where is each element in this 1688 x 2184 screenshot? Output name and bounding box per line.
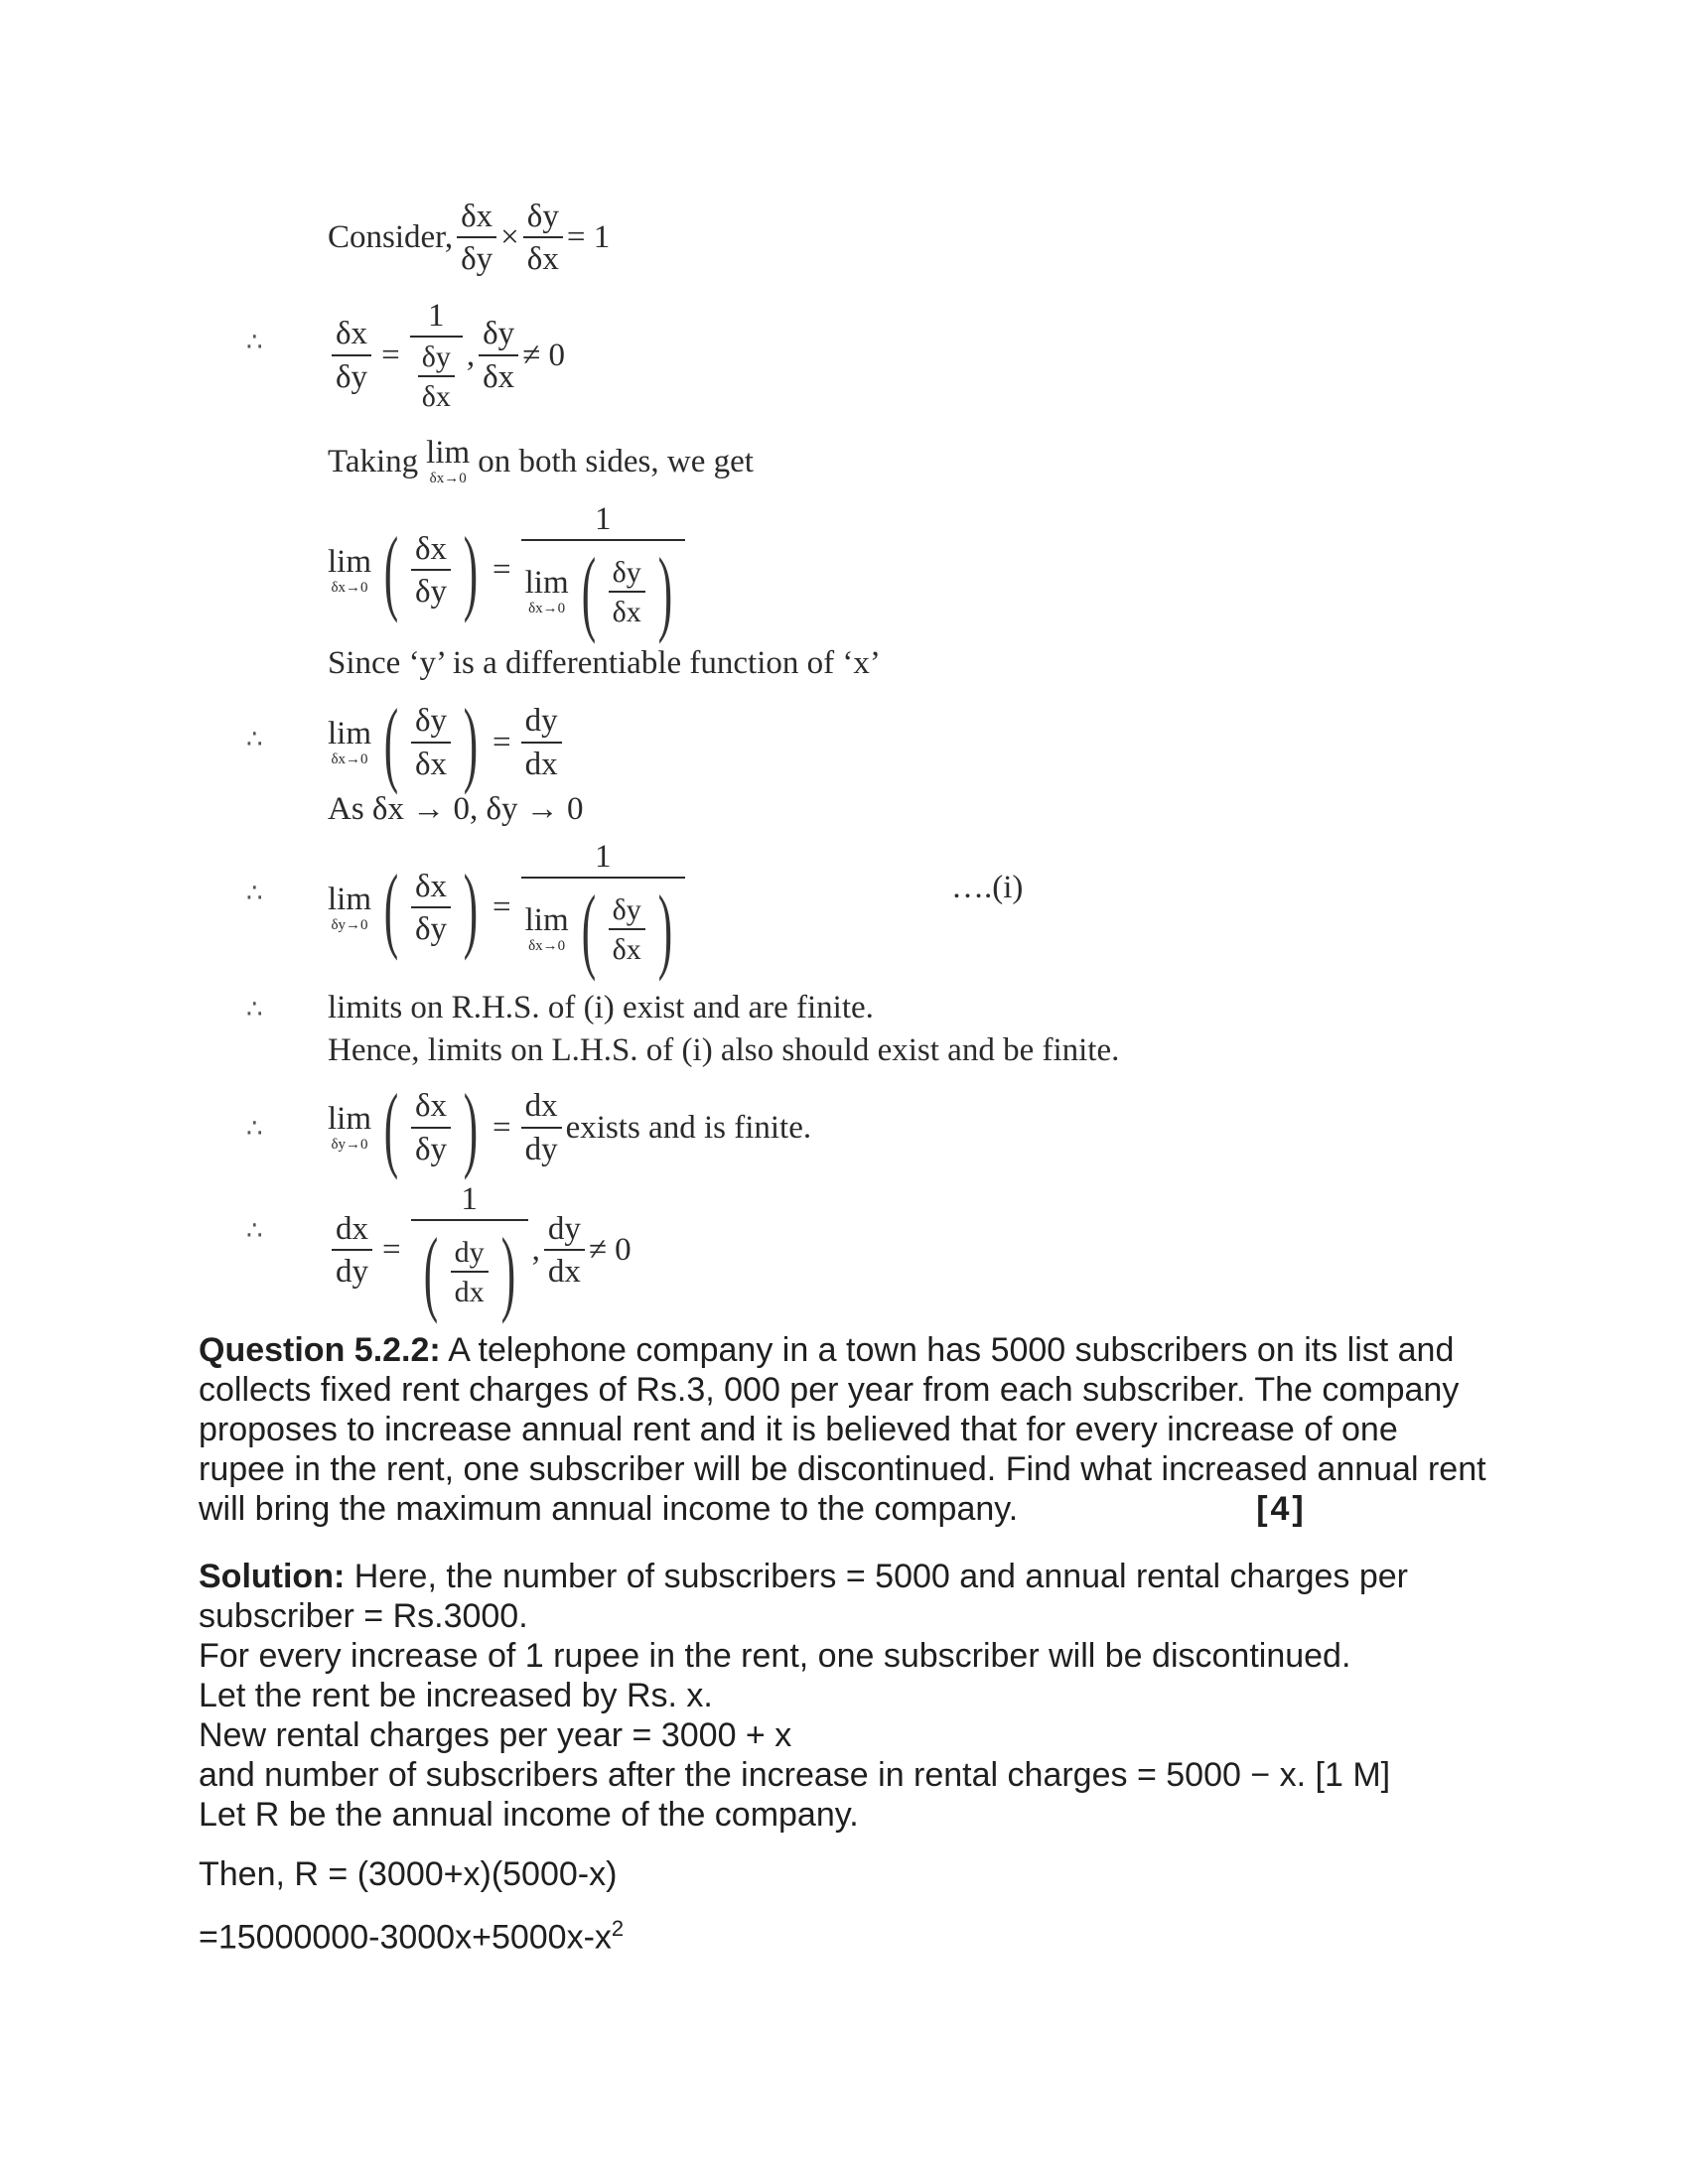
question-text: A telephone company in a town has 5000 subscribers on its list and collects fixed rent charges of Rs.3, 000 per year from each subscriber. The company proposes to increase annual rent and it is believed that for every increase of one rupee in the rent, one subscriber will be discontinued. Find what increased annual rent will bring the maximum annual income to the company. xyxy=(199,1331,1486,1528)
therefore-symbol: ∴ xyxy=(246,879,263,908)
since-line: Since ‘y’ is a differentiable function of ‘x’ xyxy=(328,645,881,681)
equals-one: = 1 xyxy=(566,219,611,256)
limit-equation-4: lim δy→0 ( $\frac{\delta x}{\delta y}$ ) = $\frac{dx}{dy}$ exists and is finite. xyxy=(328,1074,812,1180)
fraction: $\frac{\delta x}{\delta y}$ xyxy=(332,316,371,395)
therefore-symbol: ∴ xyxy=(246,995,263,1024)
solution-equation-1: Then, R = (3000+x)(5000-x) xyxy=(199,1855,618,1893)
fraction: $\frac{\delta y}{\delta x}$ xyxy=(479,316,518,395)
question-label: Question 5.2.2: xyxy=(199,1331,441,1369)
therefore-symbol: ∴ xyxy=(246,1114,263,1144)
consider-line xyxy=(328,199,610,278)
marks-badge: [4] xyxy=(1256,1490,1307,1528)
solution-equation-2: $=15000000-3000x+5000x-x^2$ xyxy=(199,1916,625,1957)
limits-lhs-line: Hence, limits on L.H.S. of (i) also should exist and be finite. xyxy=(328,1032,1120,1068)
times-sign: × xyxy=(500,219,519,256)
as-line: As δx → 0, δy → 0 xyxy=(328,791,584,827)
therefore-symbol: ∴ xyxy=(246,328,263,357)
final-derivative-line: $\frac{dx}{dy}$ = 1 ( $\frac{dy}{dx}$ ) , $\frac{dy}{dx}$ ≠ 0 xyxy=(328,1181,632,1319)
solution-label: Solution: xyxy=(199,1558,346,1595)
therefore-symbol: ∴ xyxy=(246,1216,263,1246)
limits-rhs-line: limits on R.H.S. of (i) exist and are finite. xyxy=(328,990,874,1025)
fraction: $\frac{\delta y}{\delta x}$ xyxy=(418,341,455,413)
question-paragraph xyxy=(199,1330,1489,1529)
limit-operator: lim δx→0 xyxy=(426,435,471,486)
fraction: $\frac{\delta y}{\delta x}$ xyxy=(523,199,563,278)
limit-equation-2: lim δx→0 ( $\frac{\delta y}{\delta x}$ ) = $\frac{dy}{dx}$ xyxy=(328,695,566,790)
fraction: $\frac{\delta x}{\delta y}$ xyxy=(457,199,496,278)
solution-paragraph: Solution: Here, the number of subscribers = 5000 and annual rental charges per subscriber = Rs.3000. For every increase of 1 rupee in the rent, one subscriber will be discontinued. Let the rent be increased by Rs. x. New rental charges per year = 3000 + x and number of subscribers after the increase in rental charges = 5000 − x. [1 M] Let R be the annual income of the company. xyxy=(199,1558,1408,1834)
limit-equation-3: lim δy→0 ( $\frac{\delta x}{\delta y}$ ) = 1 lim δx→0 ( $\frac{\delta y}{\delta x}$ ) xyxy=(328,839,689,977)
equation-reference: ….(i) xyxy=(951,870,1024,905)
limit-operator: lim δx→0 xyxy=(328,543,372,596)
reciprocal-line: $\frac{\delta x}{\delta y}$ = $\frac{1}{\frac{\delta y}{\delta x}}$ , $\frac{\delta y}{\delta x}$ ≠ 0 xyxy=(328,298,565,413)
taking-limit-line: Taking lim δx→0 on both sides, we get xyxy=(328,435,754,486)
consider-label: Consider, xyxy=(328,219,454,256)
therefore-symbol: ∴ xyxy=(246,725,263,754)
limit-equation-1: lim δx→0 ( $\frac{\delta x}{\delta y}$ ) = 1 lim δx→0 ( $\frac{\delta y}{\delta x}$ ) xyxy=(328,501,689,639)
fraction: $\frac{1}{\frac{\delta y}{\delta x}}$ xyxy=(410,298,463,413)
